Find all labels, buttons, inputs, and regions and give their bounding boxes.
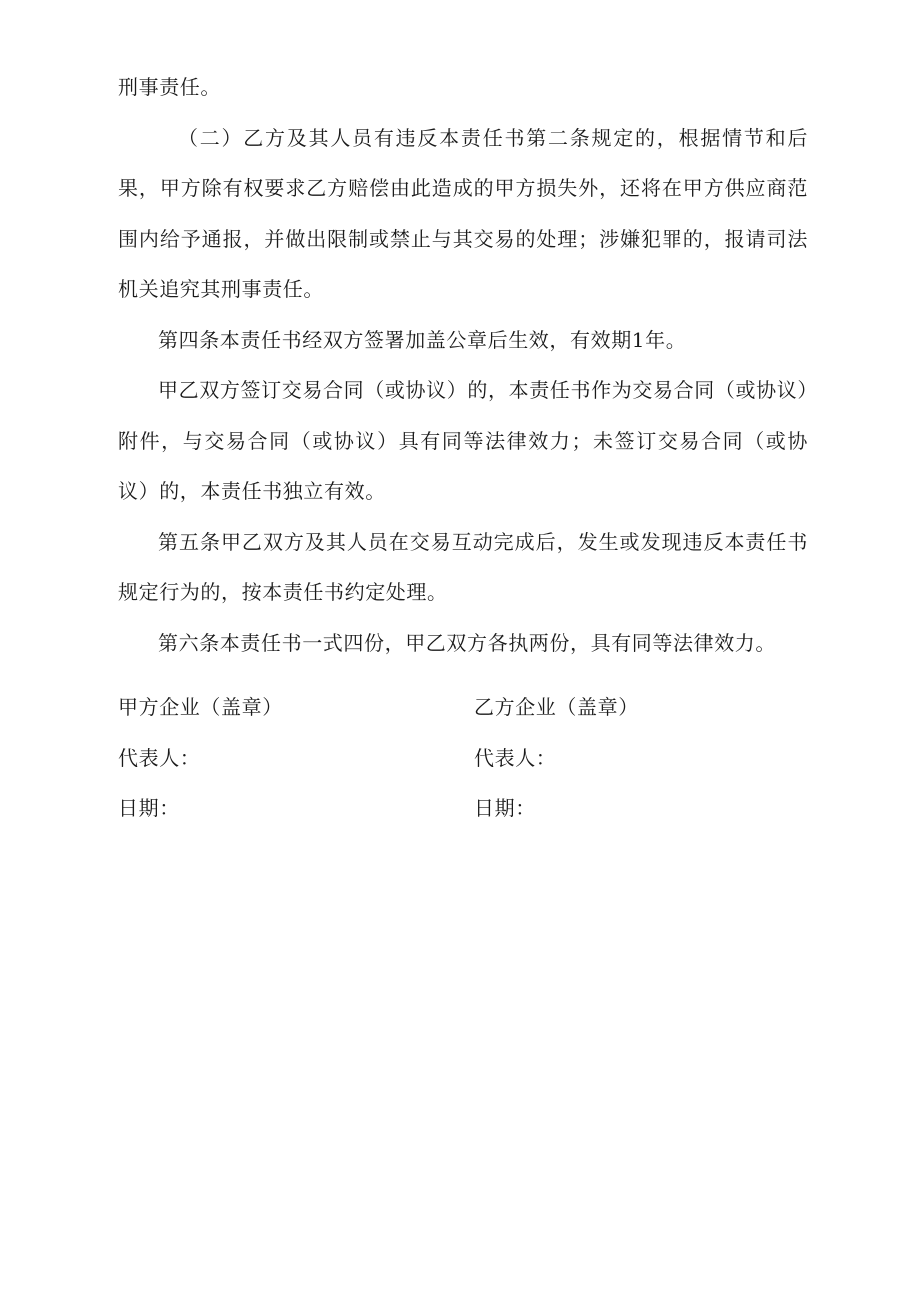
paragraph-criminal-liability-end: 刑事责任。 [118,75,221,99]
signature-company-row [118,682,808,733]
party-b-representative-label: 代表人： [474,745,557,770]
signature-block [118,682,808,834]
party-a-date-label: 日期： [118,796,180,820]
paragraph-article-5: 第五条甲乙双方及其人员在交易互动完成后，发生或发现违反本责任书规定行为的，按本责任书约定处理。 [118,529,808,604]
party-a-company-label: 甲方企业（盖章） [118,695,283,719]
paragraph-clause-3-item-2: （二）乙方及其人员有违反本责任书第二条规定的，根据情节和后果，甲方除有权要求乙方赔偿由此造成的甲方损失外，还将在甲方供应商范围内给予通报，并做出限制或禁止与其交易的处理；涉嫌犯罪的，报请司法机关追究其刑事责任。 [118,125,808,301]
paragraph-article-6: 第六条本责任书一式四份，甲乙双方各执两份，具有同等法律效力。 [158,630,776,655]
signature-date-row [118,783,808,834]
paragraph-contract-attachment: 甲乙双方签订交易合同（或协议）的，本责任书作为交易合同（或协议）附件，与交易合同（或协议）具有同等法律效力；未签订交易合同（或协议）的，本责任书独立有效。 [118,378,808,503]
paragraph-article-4: 第四条本责任书经双方签署加盖公章后生效，有效期1年。 [158,327,687,352]
document-body [118,62,808,668]
party-b-date-label: 日期： [474,796,536,820]
party-b-company-label: 乙方企业（盖章） [474,695,639,719]
party-a-representative-label: 代表人： [118,745,201,770]
signature-representative-row [118,733,808,784]
